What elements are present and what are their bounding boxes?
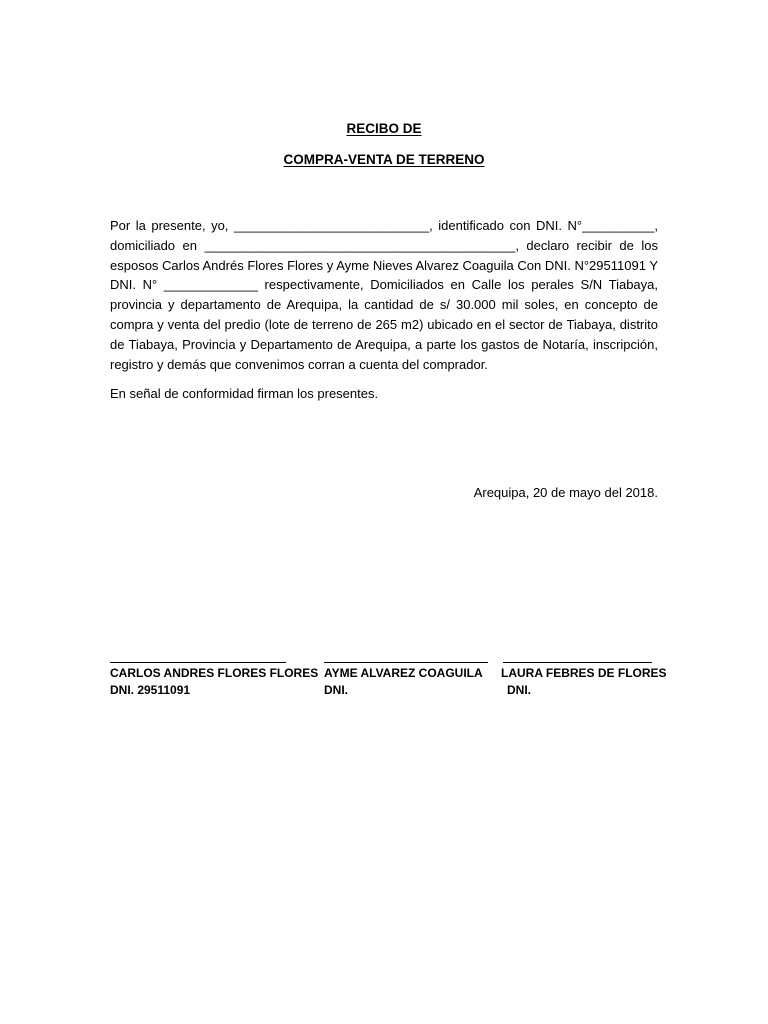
date-line: Arequipa, 20 de mayo del 2018. (473, 485, 658, 500)
signer-dni: DNI. (507, 683, 531, 697)
signature-block-1 (110, 648, 318, 699)
document-title-line2: COMPRA-VENTA DE TERRENO (283, 152, 485, 167)
document-body (110, 216, 658, 404)
signature-line (503, 648, 652, 663)
signature-block-3 (503, 648, 667, 699)
signer-name: CARLOS ANDRES FLORES FLORES (110, 666, 319, 680)
receipt-paragraph: Por la presente, yo, ___________________________, identificado con DNI. N°__________, domiciliado en ___________________________________________, declaro recibir de los esposos Carlos Andrés Flores Flores y Ayme Nieves Alvarez Coaguila Con DNI. N°29511091 Y DNI. N° _____________ respectivamente, Domiciliados en Calle los perales S/N Tiabaya, provincia y departamento de Arequipa, la cantidad de s/ 30.000 mil soles, en concepto de compra y venta del predio (lote de terreno de 265 m2) ubicado en el sector de Tiabaya, distrito de Tiabaya, Provincia y Departamento de Arequipa, a parte los gastos de Notaría, inscripción, registro y demás que convenimos corran a cuenta del comprador. (110, 218, 658, 372)
signature-block-2 (324, 648, 488, 699)
signer-dni: DNI. 29511091 (110, 683, 191, 697)
signer-name: AYME ALVAREZ COAGUILA (324, 666, 483, 680)
document-title-line1: RECIBO DE (346, 121, 422, 136)
signature-line (324, 648, 488, 663)
conformity-paragraph: En señal de conformidad firman los presentes. (110, 386, 379, 402)
signer-name: LAURA FEBRES DE FLORES (501, 666, 667, 680)
signer-dni: DNI. (324, 683, 348, 697)
signature-line (110, 648, 286, 663)
